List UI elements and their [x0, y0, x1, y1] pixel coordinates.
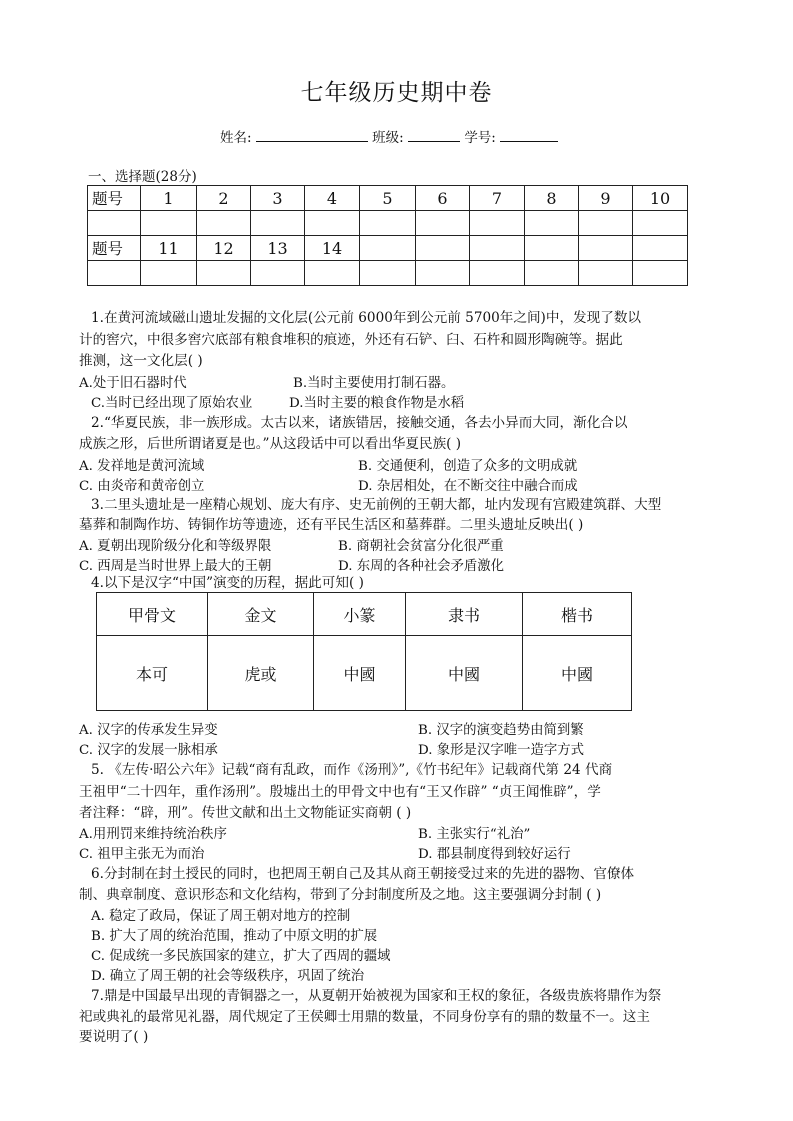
question-7-line-3: 要说明了( ) [79, 1029, 149, 1045]
question-number: 7 [470, 186, 525, 211]
script-header: 隶书 [406, 593, 523, 636]
empty-cell [579, 236, 633, 261]
question-3-line-2: 墓葬和制陶作坊、铸铜作坊等遗迹，还有平民生活区和墓葬群。二里头遗址反映出( ) [79, 517, 584, 533]
answer-cell[interactable] [416, 261, 470, 286]
question-1-option-c[interactable]: C.当时已经出现了原始农业 [91, 396, 253, 411]
question-6-line-1: 6.分封制在封土授民的同时，也把周王朝自己及其从商王朝接受过来的先进的器物、官僚体 [91, 866, 635, 882]
question-4-option-c[interactable]: C. 汉字的发展一脉相承 [79, 743, 218, 758]
script-sample: 中國 [523, 636, 632, 711]
character-evolution-table [96, 592, 632, 711]
answer-cell[interactable] [197, 261, 251, 286]
answer-cell[interactable] [470, 261, 525, 286]
script-header: 金文 [208, 593, 314, 636]
empty-cell [525, 236, 579, 261]
answer-cell[interactable] [360, 261, 416, 286]
question-5-line-3: 者注释：“辟，刑”。传世文献和出土文物能证实商朝 ( ) [79, 805, 412, 821]
question-4-option-d[interactable]: D. 象形是汉字唯一造字方式 [418, 743, 585, 758]
question-4-option-a[interactable]: A. 汉字的传承发生异变 [79, 723, 218, 738]
name-field[interactable] [256, 129, 368, 142]
script-sample: 中國 [406, 636, 523, 711]
answer-cell[interactable] [141, 261, 197, 286]
question-number: 8 [525, 186, 579, 211]
question-6-option-b[interactable]: B. 扩大了周的统治范围，推动了中原文明的扩展 [91, 929, 378, 944]
question-2-option-c[interactable]: C. 由炎帝和黄帝创立 [79, 479, 205, 494]
question-number: 11 [141, 236, 197, 261]
question-number: 3 [251, 186, 305, 211]
script-sample: 本可 [97, 636, 208, 711]
answer-cell[interactable] [88, 211, 141, 236]
question-7-line-1: 7.鼎是中国最早出现的青铜器之一，从夏朝开始被视为国家和王权的象征，各级贵族将鼎作为祭 [91, 988, 662, 1004]
question-number-header: 题号 [88, 186, 141, 211]
question-number: 14 [305, 236, 360, 261]
question-6-line-2: 制、典章制度、意识形态和文化结构，带到了分封制度所及之地。这主要强调分封制 ( ) [79, 887, 602, 903]
table-row [88, 261, 688, 286]
answer-cell[interactable] [305, 261, 360, 286]
question-number: 1 [141, 186, 197, 211]
question-number: 2 [197, 186, 251, 211]
question-number: 13 [251, 236, 305, 261]
answer-cell[interactable] [633, 261, 688, 286]
question-1-option-a[interactable]: A.处于旧石器时代 [79, 376, 187, 391]
empty-cell [470, 236, 525, 261]
question-1-line-2: 计的窖穴，中很多窖穴底部有粮食堆积的痕迹，外还有石铲、臼、石杵和圆形陶碗等。据此 [79, 332, 623, 348]
table-row [88, 186, 688, 211]
answer-cell[interactable] [525, 261, 579, 286]
question-5-line-1: 5. 《左传·昭公六年》记载“商有乱政，而作《汤刑》”,《竹书纪年》记载商代第 24 代商 [91, 762, 613, 778]
question-1-option-d[interactable]: D.当时主要的粮食作物是水稻 [289, 396, 465, 411]
question-number: 6 [416, 186, 470, 211]
empty-cell [360, 236, 416, 261]
question-5-option-a[interactable]: A.用刑罚来维持统治秩序 [79, 827, 227, 842]
question-5-option-d[interactable]: D. 郡县制度得到较好运行 [418, 847, 571, 862]
question-2-option-b[interactable]: B. 交通便利，创造了众多的文明成就 [358, 459, 578, 474]
question-number: 5 [360, 186, 416, 211]
answer-cell[interactable] [416, 211, 470, 236]
question-number-header: 题号 [88, 236, 141, 261]
name-label: 姓名: [220, 130, 252, 146]
answer-cell[interactable] [251, 261, 305, 286]
question-3-line-1: 3.二里头遗址是一座精心规划、庞大有序、史无前例的王朝大都，址内发现有宫殿建筑群、大型 [91, 497, 662, 513]
answer-cell[interactable] [251, 211, 305, 236]
question-6-option-c[interactable]: C. 促成统一多民族国家的建立，扩大了西周的疆域 [91, 949, 391, 964]
answer-cell[interactable] [579, 261, 633, 286]
student-info [220, 126, 558, 146]
answer-cell[interactable] [633, 211, 688, 236]
table-row [97, 636, 632, 711]
script-sample: 虎或 [208, 636, 314, 711]
script-sample: 中國 [314, 636, 406, 711]
script-header: 小篆 [314, 593, 406, 636]
script-header: 甲骨文 [97, 593, 208, 636]
question-2-option-a[interactable]: A. 发祥地是黄河流域 [79, 459, 205, 474]
question-5-line-2: 王祖甲“二十四年，重作汤刑”。殷墟出土的甲骨文中也有“王又作辟” “贞王闻惟辟”，学 [79, 784, 601, 800]
question-3-option-b[interactable]: B. 商朝社会贫富分化很严重 [338, 539, 504, 554]
class-field[interactable] [408, 129, 460, 142]
question-1-option-b[interactable]: B.当时主要使用打制石器。 [293, 376, 455, 391]
question-1-line-3: 推测，这一文化层( ) [79, 353, 203, 369]
question-2-option-d[interactable]: D. 杂居相处，在不断交往中融合而成 [358, 479, 578, 494]
question-4-option-b[interactable]: B. 汉字的演变趋势由简到繁 [418, 723, 584, 738]
answer-cell[interactable] [579, 211, 633, 236]
question-number: 10 [633, 186, 688, 211]
empty-cell [633, 236, 688, 261]
question-1-line-1: 1.在黄河流域磁山遗址发掘的文化层(公元前 6000年到公元前 5700年之间)中，发现了数以 [91, 310, 642, 326]
table-row [88, 211, 688, 236]
table-row [97, 593, 632, 636]
class-label: 班级: [372, 130, 404, 146]
question-5-option-b[interactable]: B. 主张实行“礼治” [418, 827, 531, 842]
page-title: 七年级历史期中卷 [300, 80, 493, 106]
question-7-line-2: 祀或典礼的最常见礼器，周代规定了王侯卿士用鼎的数量，不同身份享有的鼎的数量不一。这主 [79, 1009, 650, 1025]
answer-cell[interactable] [305, 211, 360, 236]
question-2-line-1: 2.“华夏民族，非一族形成。太古以来，诸族错居，接触交通，各去小异而大同，渐化合以 [91, 415, 628, 431]
script-header: 楷书 [523, 593, 632, 636]
question-number: 9 [579, 186, 633, 211]
section-title: 一、选择题(28分) [88, 169, 197, 185]
question-6-option-a[interactable]: A. 稳定了政局，保证了周王朝对地方的控制 [91, 909, 351, 924]
question-4-line-1: 4.以下是汉字“中国”演变的历程，据此可知( ) [91, 575, 364, 591]
question-3-option-d[interactable]: D. 东周的各种社会矛盾激化 [338, 559, 505, 574]
empty-cell [416, 236, 470, 261]
answer-cell[interactable] [470, 211, 525, 236]
answer-cell[interactable] [197, 211, 251, 236]
question-3-option-a[interactable]: A. 夏朝出现阶级分化和等级界限 [79, 539, 272, 554]
answer-table [87, 185, 688, 286]
question-5-option-c[interactable]: C. 祖甲主张无为而治 [79, 847, 205, 862]
answer-cell[interactable] [141, 211, 197, 236]
answer-cell[interactable] [525, 211, 579, 236]
question-number: 4 [305, 186, 360, 211]
answer-cell[interactable] [360, 211, 416, 236]
question-3-option-c[interactable]: C. 西周是当时世界上最大的王朝 [79, 559, 272, 574]
question-2-line-2: 成族之形，后世所谓诸夏是也。”从这段话中可以看出华夏民族( ) [79, 436, 462, 452]
id-label: 学号: [464, 130, 496, 146]
id-field[interactable] [500, 129, 558, 142]
question-number: 12 [197, 236, 251, 261]
question-6-option-d[interactable]: D. 确立了周王朝的社会等级秩序，巩固了统治 [91, 969, 365, 984]
answer-cell[interactable] [88, 261, 141, 286]
table-row [88, 236, 688, 261]
